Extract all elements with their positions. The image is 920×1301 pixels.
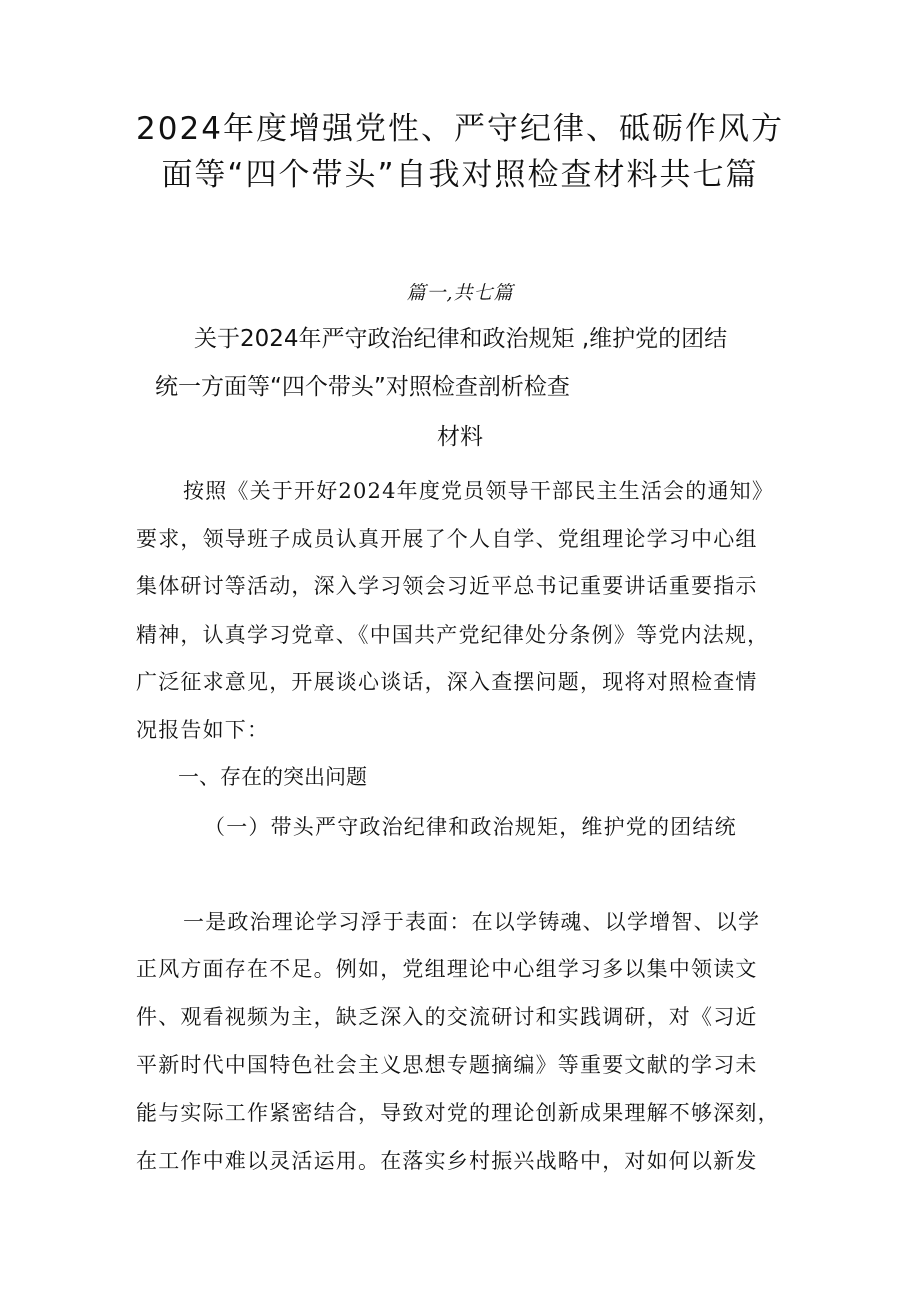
body-paragraph-line: 件、观看视频为主，缺乏深入的交流研讨和实践调研，对《习近	[136, 1005, 758, 1029]
intro-paragraph-line: 按照《关于开好2024年度党员领导干部民主生活会的通知》	[183, 479, 775, 503]
body-paragraph-line: 在工作中难以灵活运用。在落实乡村振兴战略中，对如何以新发	[136, 1149, 758, 1173]
sub-heading: （一）带头严守政治纪律和政治规矩，维护党的团结统	[204, 815, 737, 839]
intro-paragraph-line: 集体研讨等活动，深入学习领会习近平总书记重要讲话重要指示	[136, 574, 758, 598]
subtitle-line: 统一方面等“四个带头”对照检查剖析检查	[155, 374, 570, 400]
subtitle-line: 材料	[437, 424, 483, 450]
document-title: 2024年度增强党性、严守纪律、砥砺作风方面等“四个带头”自我对照检查材料共七篇	[136, 111, 784, 193]
intro-paragraph-line: 要求，领导班子成员认真开展了个人自学、党组理论学习中心组	[136, 527, 758, 551]
body-paragraph-line: 正风方面存在不足。例如，党组理论中心组学习多以集中领读文	[136, 957, 758, 981]
part-label: 篇一,共七篇	[406, 282, 514, 304]
body-paragraph-line: 能与实际工作紧密结合，导致对党的理论创新成果理解不够深刻，	[136, 1101, 780, 1125]
body-paragraph-line: 平新时代中国特色社会主义思想专题摘编》等重要文献的学习未	[136, 1053, 758, 1077]
intro-paragraph-line: 况报告如下：	[136, 718, 270, 742]
subtitle-line: 关于2024年严守政治纪律和政治规矩 ,维护党的团结	[194, 326, 728, 352]
section-heading: 一、存在的突出问题	[178, 765, 367, 789]
body-paragraph-line: 一是政治理论学习浮于表面：在以学铸魂、以学增智、以学	[183, 910, 761, 934]
intro-paragraph-line: 精神，认真学习党章、《中国共产党纪律处分条例》等党内法规，	[136, 623, 770, 647]
intro-paragraph-line: 广泛征求意见，开展谈心谈话，深入查摆问题，现将对照检查情	[136, 670, 758, 694]
